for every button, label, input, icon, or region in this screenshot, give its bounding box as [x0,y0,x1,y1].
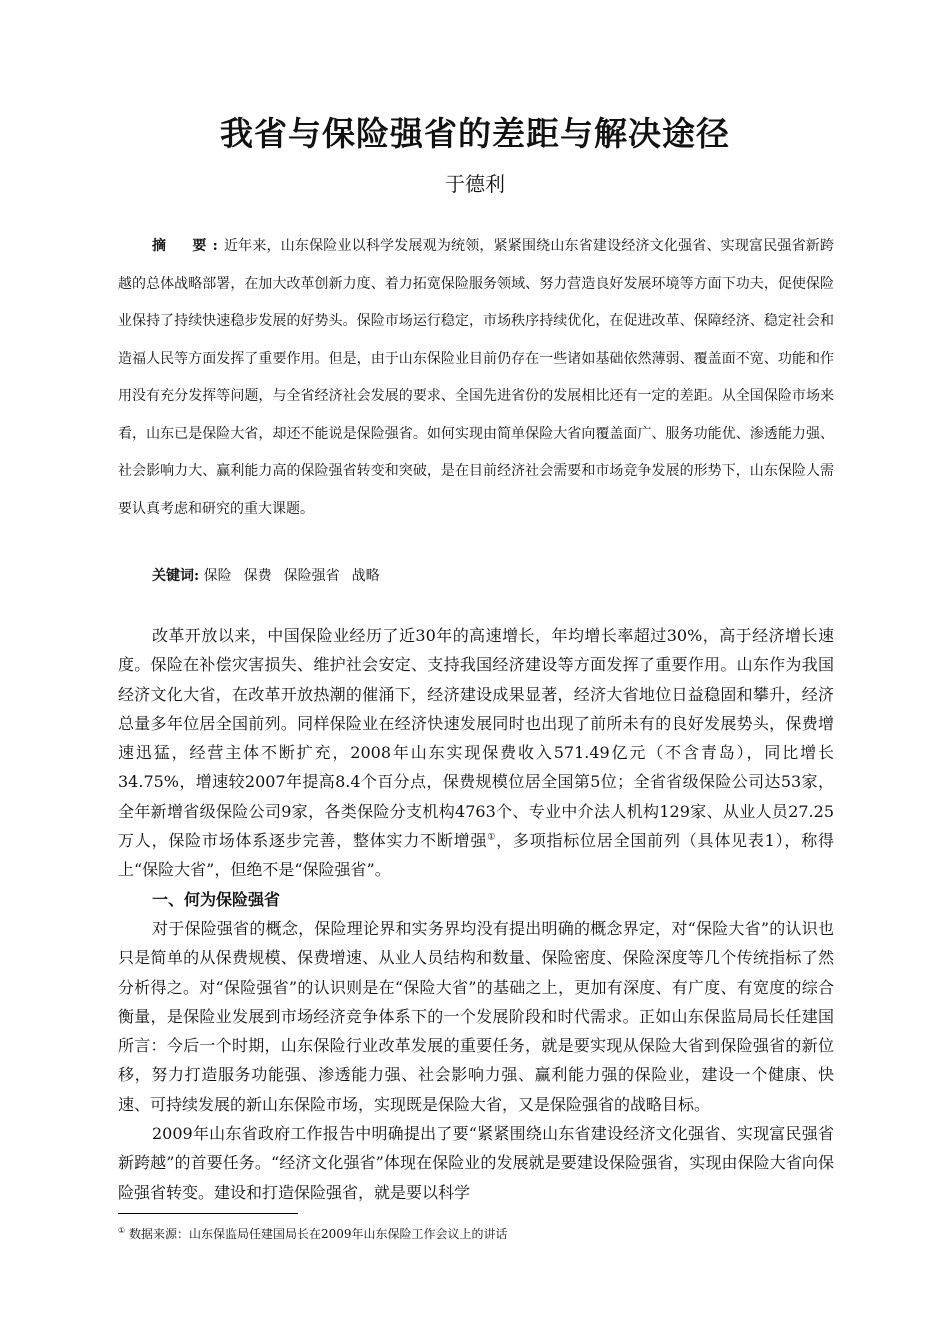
body-text [118,621,834,1207]
keyword: 保险强省 [283,568,340,584]
abstract-label: 摘 要: [152,238,224,254]
footnote [118,1222,834,1243]
keywords [152,562,834,590]
keyword: 保费 [243,568,272,584]
section-heading: 一、何为保险强省 [152,889,281,909]
paragraph: 对于保险强省的概念，保险理论界和实务界均没有提出明确的概念界定，对“保险大省”的认识也只是简单的从保费规模、保费增速、从业人员结构和数量、保险密度、保险深度等几个传统指标了然分析得之。对“保险强省”的认识则是在“保险大省”的基础之上，更加有深度、有广度、有宽度的综合衡量，是保险业发展到市场经济竞争体系下的一个发展阶段和时代需求。正如山东保监局局长任建国所言：今后一个时期，山东保险行业改革发展的重要任务，就是要实现从保险大省到保险强省的新位移，努力打造服务功能强、渗透能力强、社会影响力强、赢利能力强的保险业，建设一个健康、快速、可持续发展的新山东保险市场，实现既是保险大省，又是保险强省的战略目标。 [118,918,834,1114]
footnote-text: 数据来源：山东保监局任建国局长在2009年山东保险工作会议上的讲话 [125,1227,508,1241]
footnote-mark: ① [118,1226,126,1235]
abstract [118,228,834,528]
author-name: 于德利 [445,172,505,196]
abstract-text: 近年来，山东保险业以科学发展观为统领，紧紧围绕山东省建设经济文化强省、实现富民强省新跨越的总体战略部署，在加大改革创新力度、着力拓宽保险服务领域、努力营造良好发展环境等方面下功夫，促使保险业保持了持续快速稳步发展的好势头。保险市场运行稳定，市场秩序持续优化，在促进改革、保障经济、稳定社会和造福人民等方面发挥了重要作用。但是，由于山东保险业目前仍存在一些诸如基础依然薄弱、覆盖面不宽、功能和作用没有充分发挥等问题，与全省经济社会发展的要求、全国先进省份的发展相比还有一定的差距。从全国保险市场来看，山东已是保险大省，却还不能说是保险强省。如何实现由简单保险大省向覆盖面广、服务功能优、渗透能力强、社会影响力大、赢利能力高的保险强省转变和突破，是在目前经济社会需要和市场竞争发展的形势下，山东保险人需要认真考虑和研究的重大课题。 [118,238,834,517]
paragraph-text: 改革开放以来，中国保险业经历了近30年的高速增长，年均增长率超过30%，高于经济增长速度。保险在补偿灾害损失、维护社会安定、支持我国经济建设等方面发挥了重要作用。山东作为我国经济文化大省，在改革开放热潮的催涌下，经济建设成果显著，经济大省地位日益稳固和攀升，经济总量多年位居全国前列。同样保险业在经济快速发展同时也出现了前所未有的良好发展势头，保费增速迅猛，经营主体不断扩充，2008年山东实现保费收入571.49亿元（不含青岛），同比增长34.75%，增速较2007年提高8.4个百分点，保费规模位居全国第5位；全省省级保险公司达53家，全年新增省级保险公司9家，各类保险分支机构4763个、专业中介法人机构129家、从业人员27.25万人，保险市场体系逐步完善，整体实力不断增强 [118,626,834,851]
paragraph [118,621,834,885]
footnote-ref[interactable]: ① [487,832,497,843]
footnote-divider [118,1213,298,1214]
document-title: 我省与保险强省的差距与解决途径 [220,114,730,153]
paragraph: 2009年山东省政府工作报告中明确提出了要“紧紧围绕山东省建设经济文化强省、实现富民强省新跨越”的首要任务。“经济文化强省”体现在保险业的发展就是要建设保险强省，实现由保险大省向保险强省转变。建设和打造保险强省，就是要以科学 [118,1124,834,1202]
keyword: 保险 [203,568,232,584]
keywords-label: 关键词: [152,568,200,584]
keyword: 战略 [351,568,380,584]
paragraph-text: ，多项指标位居全国前列（具体见表1），称得上“保险大省”，但绝不是“保险强省”。 [118,831,834,880]
